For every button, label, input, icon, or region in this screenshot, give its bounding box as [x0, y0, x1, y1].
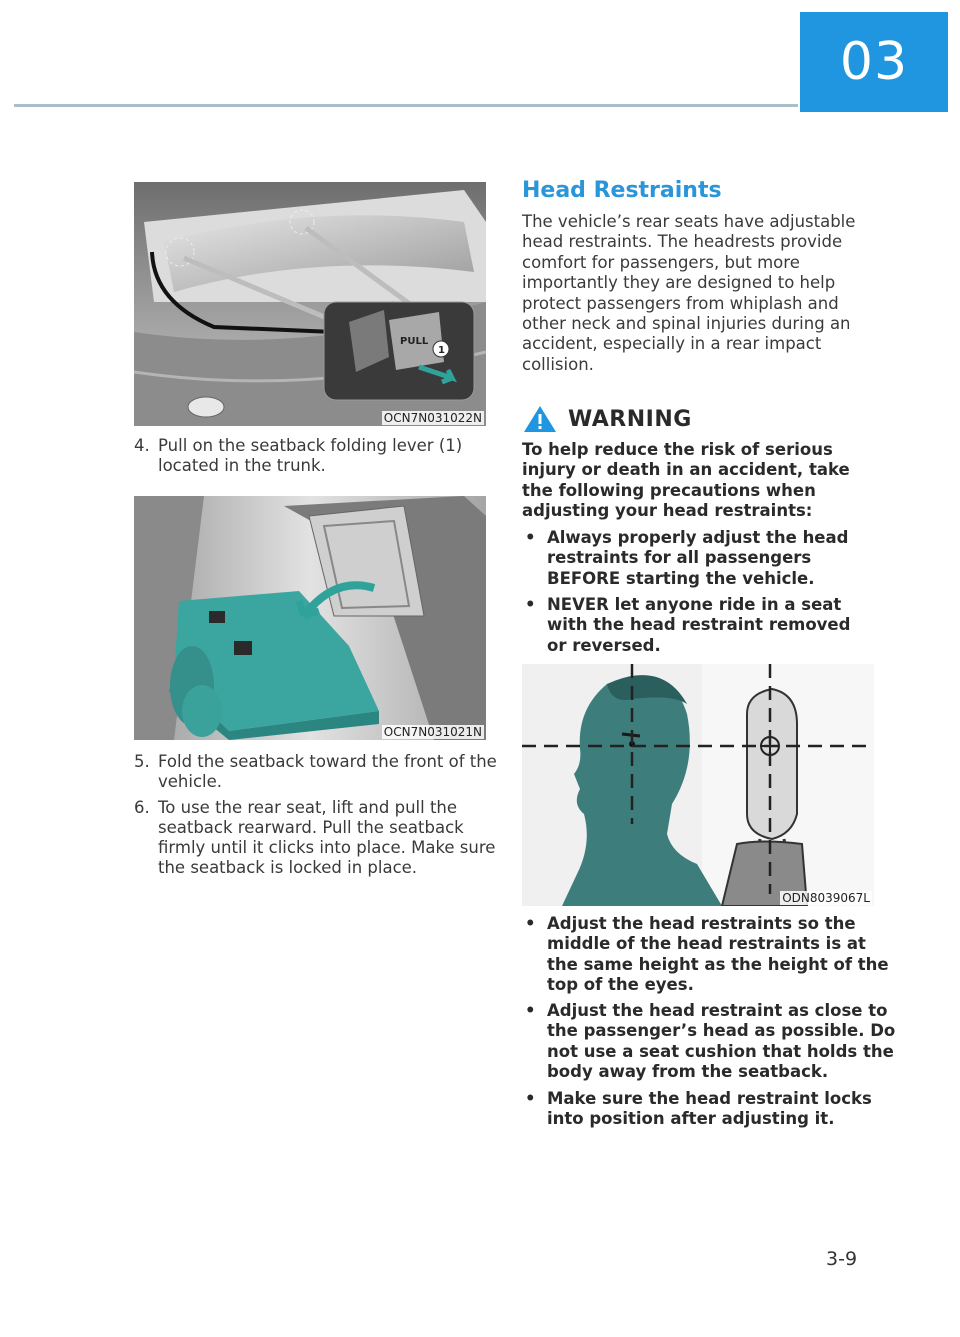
warning-bullet: • NEVER let anyone ride in a seat with the head restraint removed or reversed. — [525, 595, 851, 655]
step-text: To use the rear seat, lift and pull the seatback rearward. Pull the seatback firmly until it clicks into place. Make sure the seatback is locked in place. — [158, 798, 496, 877]
head-restraint-figure — [522, 664, 874, 906]
trunk-illustration — [134, 182, 486, 426]
warning-label: WARNING — [568, 406, 692, 432]
section-title: Head Restraints — [522, 178, 722, 203]
warning-intro: To help reduce the risk of serious injury or death in an accident, take the following precautions when adjusting your head restraints: — [522, 440, 850, 521]
step-number: 4. — [134, 436, 150, 455]
warning-bullet: • Adjust the head restraint as close to the passenger’s head as possible. Do not use a seat cushion that holds the body away from the seatback. — [525, 1001, 896, 1082]
header-rule — [14, 104, 798, 107]
warning-bullet: • Make sure the head restraint locks into position after adjusting it. — [525, 1089, 872, 1129]
step-4 — [134, 436, 510, 476]
chapter-number: 03 — [839, 32, 909, 92]
seatback-illustration — [134, 496, 486, 740]
figure-code: OCN7N031022N — [383, 411, 482, 425]
bullet-text: Adjust the head restraint as close to the passenger’s head as possible. Do not use a seat cushion that holds the body away from the seatback. — [547, 1001, 896, 1082]
head-restraint-illustration — [522, 664, 874, 906]
bullet-text: Adjust the head restraints so the middle of the head restraints is at the same height as the height of the top of the eyes. — [547, 914, 889, 995]
step-number: 6. — [134, 798, 150, 817]
step-text: Pull on the seatback folding lever (1) located in the trunk. — [158, 436, 463, 475]
bullet-text: Always properly adjust the head restraints for all passengers BEFORE starting the vehicle. — [547, 528, 849, 588]
warning-triangle-icon — [522, 404, 558, 434]
figure-code: ODN8039067L — [782, 891, 870, 905]
step-5 — [134, 752, 510, 792]
chapter-tab — [800, 12, 948, 112]
seatback-figure — [134, 496, 486, 740]
lever-label: PULL — [400, 336, 429, 347]
warning-header — [522, 404, 692, 434]
step-6 — [134, 798, 510, 878]
step-text: Fold the seatback toward the front of the vehicle. — [158, 752, 497, 791]
callout-number: 1 — [438, 345, 445, 356]
step-number: 5. — [134, 752, 150, 771]
seat-button — [234, 641, 252, 655]
warning-bullet: • Adjust the head restraints so the middle of the head restraints is at the same height as the height of the top of the eyes. — [525, 914, 889, 995]
head-restraint — [747, 689, 797, 839]
page-number: 3-9 — [826, 1248, 858, 1270]
warning-bullet: • Always properly adjust the head restraints for all passengers BEFORE starting the vehicle. — [525, 528, 849, 588]
bullet-text: NEVER let anyone ride in a seat with the head restraint removed or reversed. — [547, 595, 851, 655]
bullet-text: Make sure the head restraint locks into position after adjusting it. — [547, 1089, 872, 1129]
section-body: The vehicle’s rear seats have adjustable head restraints. The headrests provide comfort for passengers, but more importantly they are designed to help protect passengers from whiplash and other neck and spinal injuries during an accident, especially in a rear impact collision. — [522, 212, 856, 374]
seat-button — [209, 611, 225, 623]
trunk-figure — [134, 182, 486, 426]
figure-code: OCN7N031021N — [383, 725, 482, 739]
